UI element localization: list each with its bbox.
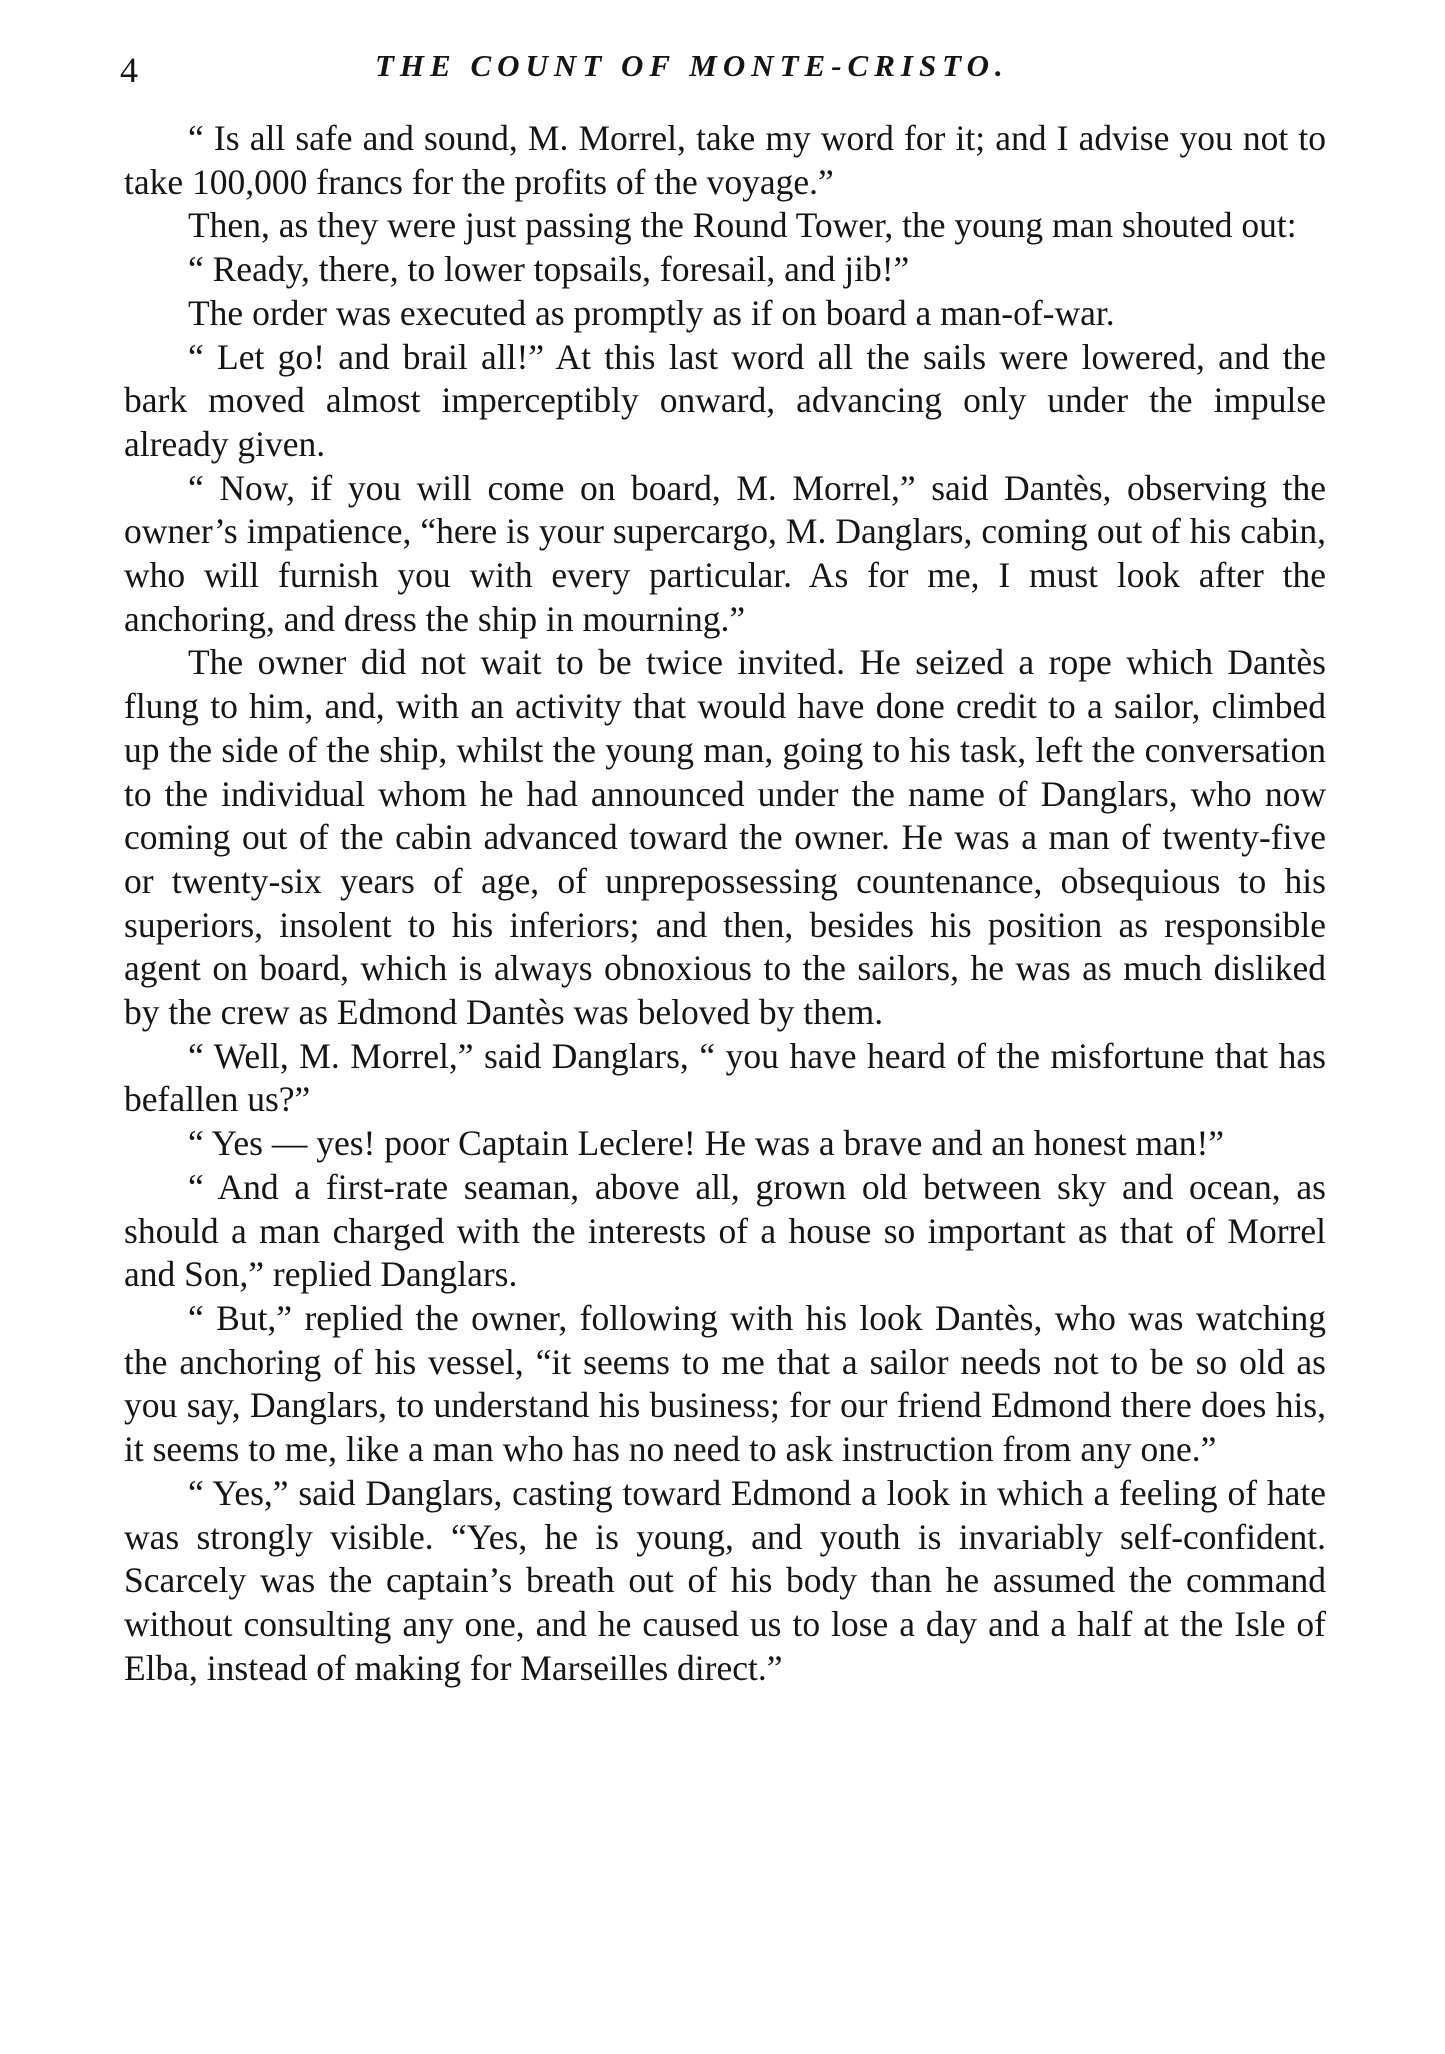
paragraph: “ Yes — yes! poor Captain Leclere! He was a brave and an honest man!”	[188, 1123, 1225, 1164]
paragraph: “ Now, if you will come on board, M. Morrel,” said Dantès, observing the owner’s impatience, “here is your supercargo, M. Danglars, coming out of his cabin, who will furnish you with every particular. As for me, I must look after the anchoring, and dress the ship in mourning.”	[124, 467, 1326, 639]
paragraph: The order was executed as promptly as if on board a man-of-war.	[188, 292, 1115, 333]
paragraph: The owner did not wait to be twice invited. He seized a rope which Dantès flung to him, and, with an activity that would have done credit to a sailor, climbed up the side of the ship, whilst the young man, going to his task, left the conversation to the individual whom he had announced under the name of Danglars, who now coming out of the cabin advanced toward the owner. He was a man of twenty-five or twenty-six years of age, of unprepossessing countenance, obsequious to his superiors, insolent to his inferiors; and then, besides his position as responsible agent on board, which is always obnoxious to the sailors, he was as much disliked by the crew as Edmond Dantès was beloved by them.	[124, 642, 1326, 1033]
running-title: THE COUNT OF MONTE-CRISTO.	[375, 48, 1009, 83]
paragraph: “ Is all safe and sound, M. Morrel, take my word for it; and I advise you not to take 100,000 francs for the profits of the voyage.”	[124, 118, 1326, 202]
running-head	[120, 44, 1326, 96]
paragraph: “ But,” replied the owner, following with his look Dantès, who was watching the anchoring of his vessel, “it seems to me that a sailor needs not to be so old as you say, Danglars, to understand his business; for our friend Edmond there does his, it seems to me, like a man who has no need to ask instruction from any one.”	[124, 1297, 1326, 1470]
paragraph: “ Yes,” said Danglars, casting toward Edmond a look in which a feeling of hate was strongly visible. “Yes, he is young, and youth is invariably self-confident. Scarcely was the captain’s breath out of his body than he assumed the command without consulting any one, and he caused us to lose a day and a half at the Isle of Elba, instead of making for Marseilles direct.”	[124, 1472, 1326, 1688]
paragraph: “ Ready, there, to lower topsails, foresail, and jib!”	[188, 249, 910, 290]
paragraph: “ Let go! and brail all!” At this last word all the sails were lowered, and the bark moved almost imperceptibly onward, advancing only under the impulse already given.	[124, 336, 1326, 464]
body-text	[124, 117, 1326, 1690]
page-number: 4	[120, 50, 138, 90]
paragraph: “ Well, M. Morrel,” said Danglars, “ you have heard of the misfortune that has befallen us?”	[124, 1035, 1326, 1120]
paragraph: Then, as they were just passing the Round Tower, the young man shouted out:	[188, 205, 1297, 246]
paragraph: “ And a first-rate seaman, above all, grown old between sky and ocean, as should a man charged with the interests of a house so important as that of Morrel and Son,” replied Danglars.	[124, 1166, 1326, 1295]
